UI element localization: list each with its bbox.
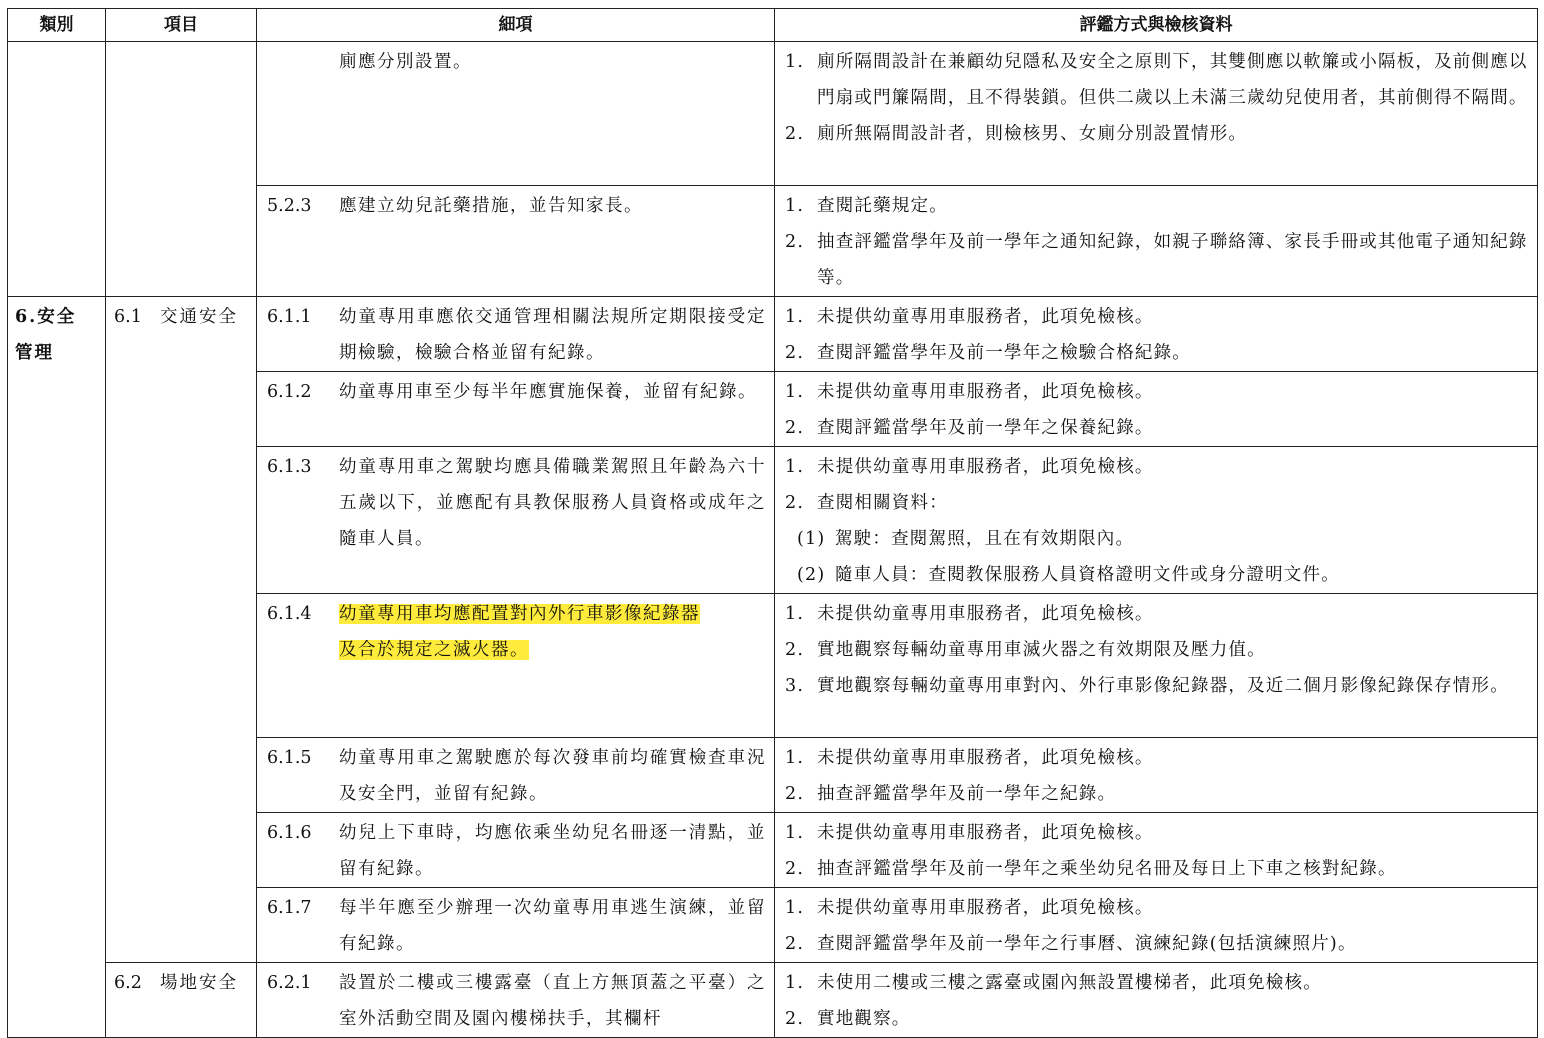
criteria-num: 2. xyxy=(785,784,805,804)
detail-cell xyxy=(257,813,775,888)
criteria-cell xyxy=(775,297,1538,372)
detail-cell xyxy=(257,738,775,813)
criteria-text: 抽查評鑑當學年及前一學年之通知紀錄，如親子聯絡簿、家長手冊或其他電子通知紀錄等。 xyxy=(817,232,1528,288)
criteria-text: 抽查評鑑當學年及前一學年之紀錄。 xyxy=(817,784,1117,804)
criteria-num: 1. xyxy=(785,52,805,72)
header-detail: 細項 xyxy=(257,9,775,42)
criteria-num: 1. xyxy=(785,898,805,918)
criteria-cell xyxy=(775,813,1538,888)
detail-text-highlighted xyxy=(339,596,766,668)
criteria-text: 未使用二樓或三樓之露臺或園內無設置樓梯者，此項免檢核。 xyxy=(817,973,1322,993)
criteria-text: 實地觀察。 xyxy=(817,1009,911,1029)
detail-text: 幼童專用車至少每半年應實施保養，並留有紀錄。 xyxy=(339,382,757,402)
highlight-text: 幼童專用車均應配置對內外行車影像紀錄器 xyxy=(339,604,700,624)
criteria-num: 1. xyxy=(785,604,805,624)
criteria-num: 2. xyxy=(785,232,805,252)
criteria-text: 未提供幼童專用車服務者，此項免檢核。 xyxy=(817,382,1154,402)
criteria-cell xyxy=(775,963,1538,1038)
criteria-text: 實地觀察每輛幼童專用車滅火器之有效期限及壓力值。 xyxy=(817,640,1266,660)
header-category: 類別 xyxy=(8,9,106,42)
item-num: 6.1 xyxy=(114,307,142,327)
criteria-cell xyxy=(775,447,1538,594)
table-row xyxy=(8,42,1538,186)
table-row xyxy=(8,963,1538,1038)
item-label: 交通安全 xyxy=(160,307,238,327)
item-cell-traffic xyxy=(106,297,257,963)
criteria-num: 1. xyxy=(785,196,805,216)
detail-text: 幼童專用車之駕駛應於每次發車前均確實檢查車況及安全門，並留有紀錄。 xyxy=(339,748,766,804)
sub-num: (1) xyxy=(797,529,826,549)
criteria-text: 查閱評鑑當學年及前一學年之保養紀錄。 xyxy=(817,418,1154,438)
detail-text: 設置於二樓或三樓露臺（直上方無頂蓋之平臺）之室外活動空間及園內樓梯扶手，其欄杆 xyxy=(339,973,766,1029)
criteria-cell xyxy=(775,372,1538,447)
detail-num: 6.1.6 xyxy=(267,823,312,843)
criteria-num: 1. xyxy=(785,748,805,768)
criteria-cell xyxy=(775,594,1538,738)
header-item: 項目 xyxy=(106,9,257,42)
category-cell-empty xyxy=(8,42,106,297)
criteria-num: 2. xyxy=(785,343,805,363)
criteria-cell xyxy=(775,738,1538,813)
criteria-num: 1. xyxy=(785,973,805,993)
detail-num: 6.1.3 xyxy=(267,457,312,477)
criteria-num: 1. xyxy=(785,457,805,477)
detail-num: 6.1.7 xyxy=(267,898,312,918)
item-cell-empty xyxy=(106,42,257,297)
detail-cell xyxy=(257,186,775,297)
criteria-text: 查閱託藥規定。 xyxy=(817,196,948,216)
table-row xyxy=(8,297,1538,372)
item-num: 6.2 xyxy=(114,973,142,993)
sub-num: (2) xyxy=(797,565,826,585)
criteria-text: 未提供幼童專用車服務者，此項免檢核。 xyxy=(817,748,1154,768)
criteria-text: 未提供幼童專用車服務者，此項免檢核。 xyxy=(817,898,1154,918)
criteria-num: 2. xyxy=(785,418,805,438)
detail-cell xyxy=(257,42,775,186)
criteria-num: 1. xyxy=(785,307,805,327)
criteria-cell xyxy=(775,42,1538,186)
highlight-text: 及合於規定之滅火器。 xyxy=(339,640,529,660)
criteria-num: 2. xyxy=(785,934,805,954)
criteria-text: 查閱評鑑當學年及前一學年之行事曆、演練紀錄(包括演練照片)。 xyxy=(817,934,1357,954)
criteria-text: 查閱相關資料： xyxy=(817,493,948,513)
criteria-num: 2. xyxy=(785,859,805,879)
criteria-cell xyxy=(775,888,1538,963)
detail-num: 6.1.1 xyxy=(267,307,312,327)
detail-text: 幼童專用車應依交通管理相關法規所定期限接受定期檢驗，檢驗合格並留有紀錄。 xyxy=(339,307,766,363)
criteria-text: 廁所隔間設計在兼顧幼兒隱私及安全之原則下，其雙側應以軟簾或小隔板，及前側應以門扇或門簾隔間，且不得裝鎖。但供二歲以上未滿三歲幼兒使用者，其前側得不隔間。 xyxy=(817,52,1528,108)
header-criteria: 評鑑方式與檢核資料 xyxy=(775,9,1538,42)
header-row xyxy=(8,9,1538,42)
detail-cell xyxy=(257,297,775,372)
detail-num: 5.2.3 xyxy=(267,196,312,216)
criteria-text: 實地觀察每輛幼童專用車對內、外行車影像紀錄器，及近二個月影像紀錄保存情形。 xyxy=(817,676,1509,696)
item-label: 場地安全 xyxy=(160,973,238,993)
detail-cell xyxy=(257,372,775,447)
detail-text: 廁應分別設置。 xyxy=(339,52,472,72)
criteria-num: 2. xyxy=(785,124,805,144)
detail-text: 幼兒上下車時，均應依乘坐幼兒名冊逐一清點，並留有紀錄。 xyxy=(339,823,766,879)
criteria-cell xyxy=(775,186,1538,297)
detail-cell xyxy=(257,963,775,1038)
criteria-text: 未提供幼童專用車服務者，此項免檢核。 xyxy=(817,604,1154,624)
criteria-text: 未提供幼童專用車服務者，此項免檢核。 xyxy=(817,307,1154,327)
criteria-num: 3. xyxy=(785,676,805,696)
sub-text: 隨車人員：查閱教保服務人員資格證明文件或身分證明文件。 xyxy=(835,565,1340,585)
criteria-num: 1. xyxy=(785,382,805,402)
detail-cell xyxy=(257,447,775,594)
detail-num: 6.1.5 xyxy=(267,748,312,768)
detail-num: 6.1.2 xyxy=(267,382,312,402)
sub-text: 駕駛：查閱駕照，且在有效期限內。 xyxy=(835,529,1135,549)
detail-cell xyxy=(257,594,775,738)
detail-text: 幼童專用車之駕駛均應具備職業駕照且年齡為六十五歲以下，並應配有具教保服務人員資格或成年之隨車人員。 xyxy=(339,457,766,549)
item-cell-site xyxy=(106,963,257,1038)
criteria-num: 2. xyxy=(785,1009,805,1029)
evaluation-table xyxy=(7,8,1538,1038)
detail-text: 應建立幼兒託藥措施，並告知家長。 xyxy=(339,196,643,216)
category-label: 6.安全管理 xyxy=(15,307,77,363)
criteria-text: 未提供幼童專用車服務者，此項免檢核。 xyxy=(817,823,1154,843)
criteria-text: 查閱評鑑當學年及前一學年之檢驗合格紀錄。 xyxy=(817,343,1191,363)
evaluation-table-page xyxy=(7,8,1537,1038)
criteria-num: 2. xyxy=(785,640,805,660)
criteria-num: 1. xyxy=(785,823,805,843)
detail-text: 每半年應至少辦理一次幼童專用車逃生演練，並留有紀錄。 xyxy=(339,898,766,954)
criteria-text: 未提供幼童專用車服務者，此項免檢核。 xyxy=(817,457,1154,477)
detail-num: 6.1.4 xyxy=(267,604,312,624)
detail-num: 6.2.1 xyxy=(267,973,312,993)
category-cell-safety xyxy=(8,297,106,1038)
detail-cell xyxy=(257,888,775,963)
criteria-text: 抽查評鑑當學年及前一學年之乘坐幼兒名冊及每日上下車之核對紀錄。 xyxy=(817,859,1397,879)
criteria-text: 廁所無隔間設計者，則檢核男、女廁分別設置情形。 xyxy=(817,124,1248,144)
criteria-num: 2. xyxy=(785,493,805,513)
